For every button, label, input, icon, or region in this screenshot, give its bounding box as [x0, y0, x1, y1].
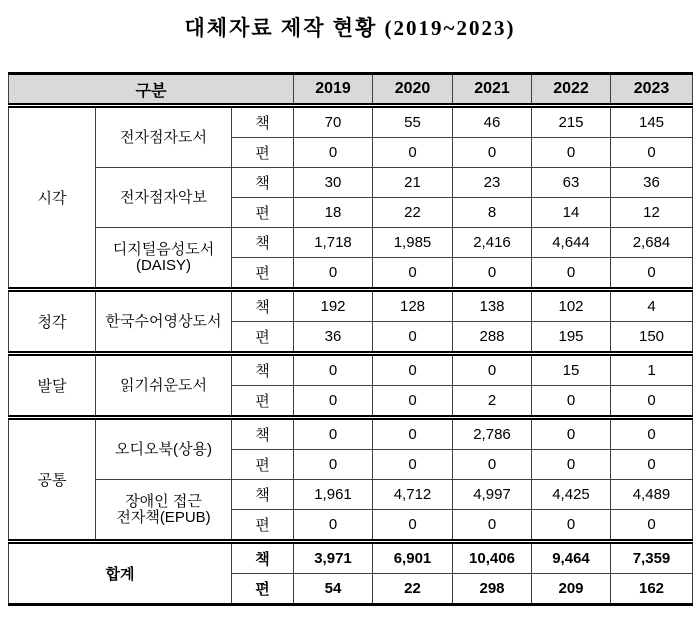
header-gubun: 구분 — [9, 74, 294, 106]
value-cell: 1,985 — [373, 228, 453, 258]
type-cell — [96, 354, 232, 418]
value-cell: 4,712 — [373, 480, 453, 510]
value-cell: 15 — [532, 354, 611, 386]
value-cell: 192 — [294, 290, 373, 322]
value-cell: 0 — [294, 386, 373, 418]
value-cell: 0 — [373, 510, 453, 542]
type-name: 전자점자도서 — [120, 128, 207, 146]
total-label: 합계 — [9, 542, 232, 605]
value-cell: 0 — [611, 386, 693, 418]
unit-cell: 편 — [232, 386, 294, 418]
table-row — [9, 106, 693, 138]
value-cell: 0 — [294, 258, 373, 290]
total-value-cell: 22 — [373, 574, 453, 605]
unit-cell: 편 — [232, 510, 294, 542]
unit-cell: 편 — [232, 322, 294, 354]
type-cell — [96, 290, 232, 354]
table-row — [9, 168, 693, 198]
type-cell — [96, 418, 232, 480]
type-name-line2: 전자책(EPUB) — [116, 508, 211, 526]
value-cell: 12 — [611, 198, 693, 228]
value-cell: 0 — [294, 418, 373, 450]
value-cell: 0 — [611, 258, 693, 290]
value-cell: 2,684 — [611, 228, 693, 258]
value-cell: 0 — [532, 258, 611, 290]
value-cell: 8 — [453, 198, 532, 228]
value-cell: 0 — [453, 354, 532, 386]
type-cell — [96, 106, 232, 168]
value-cell: 0 — [453, 138, 532, 168]
type-name: 전자점자악보 — [120, 188, 207, 206]
value-cell: 4,489 — [611, 480, 693, 510]
type-cell — [96, 228, 232, 290]
value-cell: 23 — [453, 168, 532, 198]
value-cell: 0 — [532, 450, 611, 480]
value-cell: 63 — [532, 168, 611, 198]
unit-cell: 책 — [232, 480, 294, 510]
value-cell: 138 — [453, 290, 532, 322]
value-cell: 36 — [294, 322, 373, 354]
unit-cell: 책 — [232, 418, 294, 450]
total-value-cell: 6,901 — [373, 542, 453, 574]
type-cell — [96, 480, 232, 542]
table-row — [9, 354, 693, 386]
value-cell: 18 — [294, 198, 373, 228]
header-year-2020: 2020 — [373, 74, 453, 106]
value-cell: 288 — [453, 322, 532, 354]
type-name: 디지털음성도서 — [112, 240, 215, 258]
total-value-cell: 209 — [532, 574, 611, 605]
header-year-2019: 2019 — [294, 74, 373, 106]
value-cell: 0 — [611, 510, 693, 542]
unit-cell: 책 — [232, 106, 294, 138]
value-cell: 215 — [532, 106, 611, 138]
value-cell: 4 — [611, 290, 693, 322]
value-cell: 0 — [532, 386, 611, 418]
value-cell: 0 — [373, 386, 453, 418]
value-cell: 21 — [373, 168, 453, 198]
value-cell: 1,961 — [294, 480, 373, 510]
value-cell: 14 — [532, 198, 611, 228]
value-cell: 1 — [611, 354, 693, 386]
total-value-cell: 3,971 — [294, 542, 373, 574]
value-cell: 0 — [373, 322, 453, 354]
production-status-table — [8, 72, 693, 606]
table-row — [9, 228, 693, 258]
table-row — [9, 418, 693, 450]
value-cell: 0 — [294, 138, 373, 168]
category-cell-cheonggak: 청각 — [9, 290, 96, 354]
table-row — [9, 480, 693, 510]
total-value-cell: 10,406 — [453, 542, 532, 574]
type-name: 한국수어영상도서 — [105, 312, 222, 330]
value-cell: 145 — [611, 106, 693, 138]
value-cell: 0 — [294, 450, 373, 480]
unit-cell: 책 — [232, 168, 294, 198]
value-cell: 0 — [373, 258, 453, 290]
header-year-2022: 2022 — [532, 74, 611, 106]
unit-cell: 편 — [232, 258, 294, 290]
unit-cell: 책 — [232, 542, 294, 574]
table-row — [9, 290, 693, 322]
value-cell: 0 — [453, 510, 532, 542]
header-row — [9, 74, 693, 106]
value-cell: 0 — [373, 450, 453, 480]
type-name-line2: (DAISY) — [135, 256, 191, 274]
value-cell: 2 — [453, 386, 532, 418]
unit-cell: 편 — [232, 198, 294, 228]
unit-cell: 편 — [232, 450, 294, 480]
unit-cell: 편 — [232, 138, 294, 168]
value-cell: 55 — [373, 106, 453, 138]
value-cell: 195 — [532, 322, 611, 354]
value-cell: 1,718 — [294, 228, 373, 258]
total-value-cell: 9,464 — [532, 542, 611, 574]
total-value-cell: 298 — [453, 574, 532, 605]
unit-cell: 책 — [232, 290, 294, 322]
value-cell: 128 — [373, 290, 453, 322]
value-cell: 30 — [294, 168, 373, 198]
header-year-2021: 2021 — [453, 74, 532, 106]
value-cell: 0 — [611, 450, 693, 480]
type-cell — [96, 168, 232, 228]
value-cell: 0 — [294, 510, 373, 542]
value-cell: 2,416 — [453, 228, 532, 258]
value-cell: 46 — [453, 106, 532, 138]
unit-cell: 편 — [232, 574, 294, 605]
value-cell: 4,644 — [532, 228, 611, 258]
value-cell: 4,425 — [532, 480, 611, 510]
value-cell: 0 — [611, 418, 693, 450]
value-cell: 70 — [294, 106, 373, 138]
category-cell-sigak: 시각 — [9, 106, 96, 290]
type-name: 오디오북(상용) — [115, 440, 212, 458]
total-value-cell: 162 — [611, 574, 693, 605]
value-cell: 0 — [532, 138, 611, 168]
category-cell-gongtong: 공통 — [9, 418, 96, 542]
value-cell: 0 — [453, 258, 532, 290]
value-cell: 0 — [373, 138, 453, 168]
value-cell: 0 — [294, 354, 373, 386]
category-cell-baldal: 발달 — [9, 354, 96, 418]
page-title: 대체자료 제작 현황 (2019~2023) — [184, 16, 516, 40]
value-cell: 4,997 — [453, 480, 532, 510]
unit-cell: 책 — [232, 228, 294, 258]
unit-cell: 책 — [232, 354, 294, 386]
header-year-2023: 2023 — [611, 74, 693, 106]
value-cell: 22 — [373, 198, 453, 228]
value-cell: 0 — [611, 138, 693, 168]
value-cell: 102 — [532, 290, 611, 322]
type-name: 장애인 접근 — [125, 492, 202, 510]
value-cell: 0 — [453, 450, 532, 480]
value-cell: 2,786 — [453, 418, 532, 450]
value-cell: 0 — [373, 354, 453, 386]
total-row — [9, 542, 693, 574]
value-cell: 0 — [532, 510, 611, 542]
total-value-cell: 7,359 — [611, 542, 693, 574]
value-cell: 36 — [611, 168, 693, 198]
value-cell: 0 — [532, 418, 611, 450]
value-cell: 0 — [373, 418, 453, 450]
type-name: 읽기쉬운도서 — [120, 376, 207, 394]
value-cell: 150 — [611, 322, 693, 354]
total-value-cell: 54 — [294, 574, 373, 605]
